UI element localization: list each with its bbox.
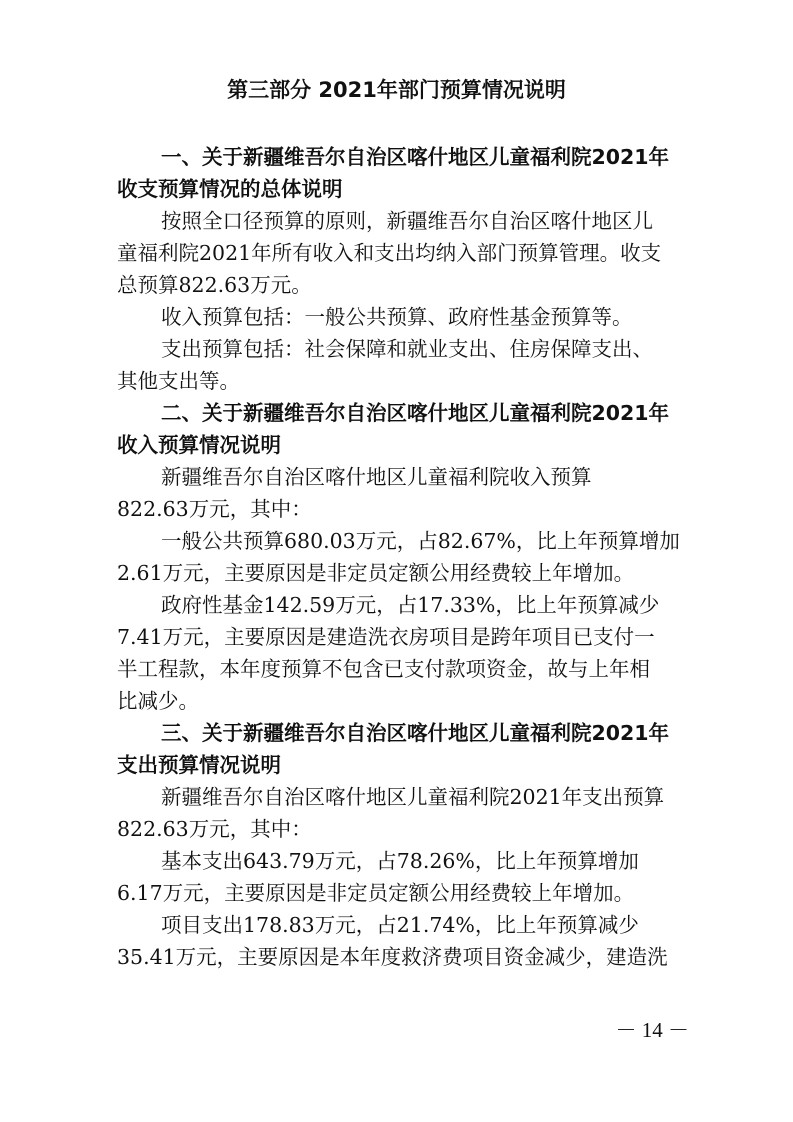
body-text-line: 支出预算包括：社会保障和就业支出、住房保障支出、 bbox=[161, 337, 653, 361]
body-text-line: 822.63万元，其中： bbox=[117, 817, 312, 841]
page-title: 第三部分 2021年部门预算情况说明 bbox=[227, 78, 566, 102]
body-text-line: 新疆维吾尔自治区喀什地区儿童福利院收入预算 bbox=[161, 465, 592, 489]
page-number: － 14 － bbox=[615, 1018, 689, 1042]
section-heading-line: 收入预算情况说明 bbox=[117, 433, 281, 457]
body-text-line: 收入预算包括：一般公共预算、政府性基金预算等。 bbox=[161, 305, 633, 329]
body-text-line: 一般公共预算680.03万元，占82.67%，比上年预算增加 bbox=[161, 529, 680, 553]
body-text-line: 童福利院2021年所有收入和支出均纳入部门预算管理。收支 bbox=[117, 241, 662, 265]
section-heading-line: 二、关于新疆维吾尔自治区喀什地区儿童福利院2021年 bbox=[161, 401, 670, 425]
body-text-line: 政府性基金142.59万元，占17.33%，比上年预算减少 bbox=[161, 593, 660, 617]
body-text-line: 新疆维吾尔自治区喀什地区儿童福利院2021年支出预算 bbox=[161, 785, 665, 809]
document-body bbox=[117, 141, 680, 973]
body-text-line: 2.61万元，主要原因是非定员定额公用经费较上年增加。 bbox=[117, 561, 635, 585]
body-text-line: 35.41万元，主要原因是本年度救济费项目资金减少，建造洗 bbox=[117, 945, 668, 969]
body-text-line: 半工程款，本年度预算不包含已支付款项资金，故与上年相 bbox=[117, 657, 650, 681]
body-text-line: 6.17万元，主要原因是非定员定额公用经费较上年增加。 bbox=[117, 881, 635, 905]
body-text-line: 其他支出等。 bbox=[117, 369, 240, 393]
section-heading-line: 收支预算情况的总体说明 bbox=[117, 177, 343, 201]
body-text-line: 总预算822.63万元。 bbox=[117, 273, 312, 297]
section-heading-line: 三、关于新疆维吾尔自治区喀什地区儿童福利院2021年 bbox=[161, 721, 670, 745]
body-text-line: 比减少。 bbox=[117, 689, 199, 713]
body-text-line: 7.41万元，主要原因是建造洗衣房项目是跨年项目已支付一 bbox=[117, 625, 655, 649]
section-heading-line: 一、关于新疆维吾尔自治区喀什地区儿童福利院2021年 bbox=[161, 145, 670, 169]
section-heading-line: 支出预算情况说明 bbox=[117, 753, 281, 777]
body-text-line: 按照全口径预算的原则，新疆维吾尔自治区喀什地区儿 bbox=[161, 209, 653, 233]
body-text-line: 项目支出178.83万元，占21.74%，比上年预算减少 bbox=[161, 913, 639, 937]
body-text-line: 基本支出643.79万元，占78.26%，比上年预算增加 bbox=[161, 849, 639, 873]
body-text-line: 822.63万元，其中： bbox=[117, 497, 312, 521]
